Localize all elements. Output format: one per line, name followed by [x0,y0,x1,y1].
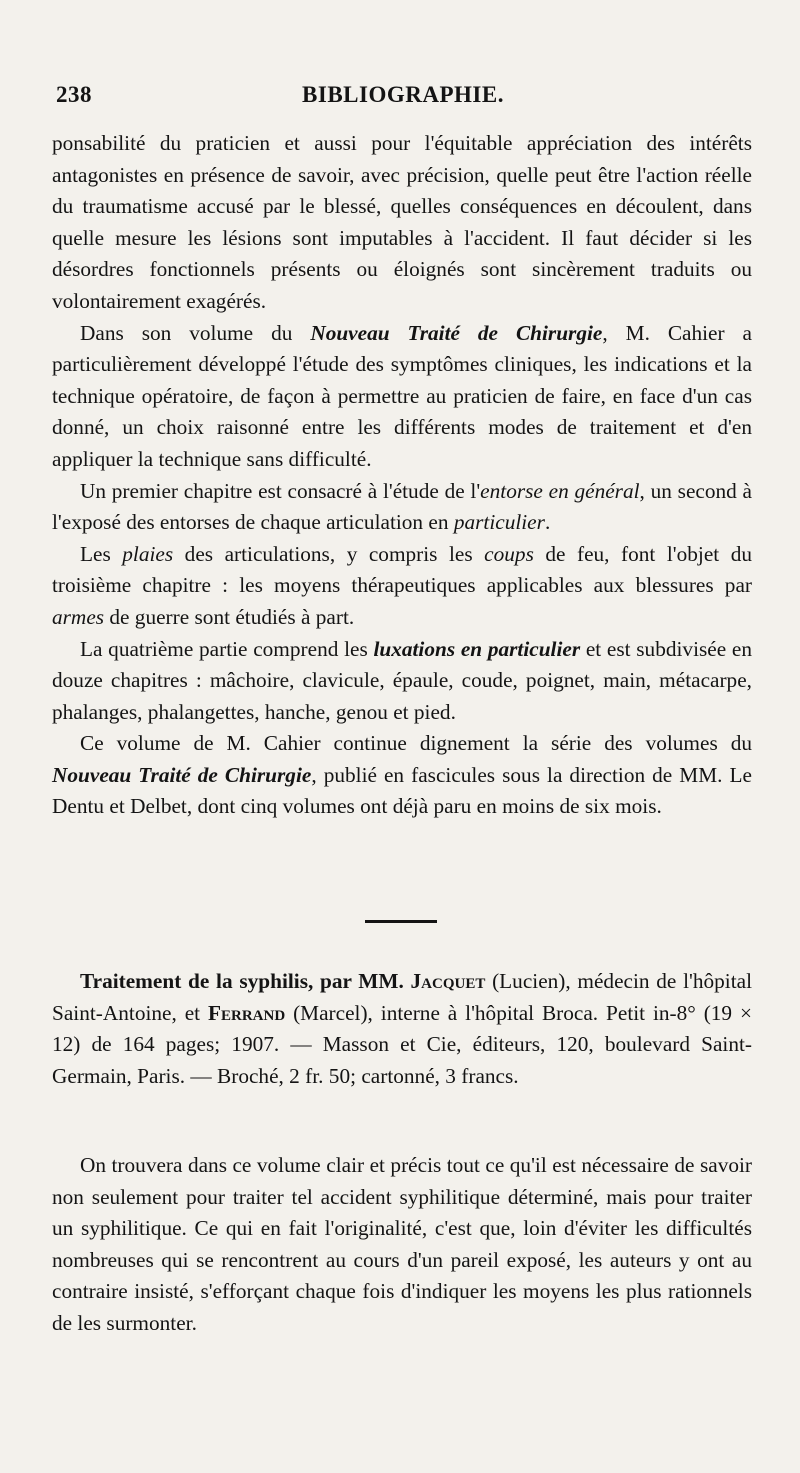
author-name: Ferrand [207,1000,286,1025]
entry-title: Traitement de la syphilis [80,969,308,993]
paragraph-review: On trouvera dans ce volume clair et précis tout ce qu'il est nécessaire de savoir non seulement pour traiter tel accident syphilitique déterminé, mais pour traiter un syphilitique. Ce qui en fait l'originalité, c'est que, loin d'éviter les difficultés nombreuses qui se rencontrent au cours d'un pareil exposé, les auteurs y ont au contraire insisté, s'efforçant chaque fois d'indiquer les moyens les plus rationnels de les surmonter. [52,1153,752,1335]
author-name: Jacquet [410,969,486,993]
paragraph-conclusion: Ce volume de M. Cahier continue dignement la série des volumes du Nouveau Traité de Chirurgie, publié en fascicules sous la direction de MM. Le Dentu et Delbet, dont cinq volumes ont déjà paru en moins de six mois. [52,731,752,819]
italic-term: plaies [122,541,174,566]
book-title: Nouveau Traité de Chirurgie [310,320,603,345]
italic-term: luxations en particulier [373,636,581,661]
paragraph-part-four: La quatrième partie comprend les luxations en particulier et est subdivisée en douze chapitres : mâchoire, clavicule, épaule, coude, poignet, main, métacarpe, phalanges, phalangettes, hanche, genou et pied. [52,636,752,724]
running-title: BIBLIOGRAPHIE. [302,82,504,107]
review-syphilis [52,966,752,1092]
italic-term: entorse en général [480,478,640,503]
bibliographic-entry: Traitement de la syphilis, par MM. Jacquet (Lucien), médecin de l'hôpital Saint-Antoine, et Ferrand (Marcel), interne à l'hôpital Broca. Petit in-8° (19 × 12) de 164 pages; 1907. — Masson et Cie, éditeurs, 120, boulevard Saint-Germain, Paris. — Broché, 2 fr. 50; cartonné, 3 francs. [52,969,752,1088]
paragraph-chapter-one: Un premier chapitre est consacré à l'étude de l'entorse en général, un second à l'exposé des entorses de chaque articulation en particulier. [52,478,752,535]
italic-term: particulier [453,510,545,535]
italic-term: armes [52,604,105,629]
page-number: 238 [56,82,92,107]
paragraph-chapter-three: Les plaies des articulations, y compris les coups de feu, font l'objet du troisième chapitre : les moyens thérapeutiques applicables aux blessures par armes de guerre sont étudiés à part. [52,541,753,629]
section-divider [365,920,437,923]
book-title: Nouveau Traité de Chirurgie [52,762,312,787]
review-cahier [52,128,752,823]
paragraph-volume-intro: Dans son volume du Nouveau Traité de Chirurgie, M. Cahier a particulièrement développé l'étude des symptômes cliniques, les indications et la technique opératoire, de façon à permettre au praticien de faire, en face d'un cas donné, un choix raisonné entre les différents modes de traitement et d'en appliquer la technique sans difficulté. [52,320,752,471]
review-syphilis-body [52,1150,752,1340]
paragraph-continuation: ponsabilité du praticien et aussi pour l'équitable appréciation des intérêts antagonistes en présence de savoir, avec précision, quelle peut être l'action réelle du traumatisme accusé par le blessé, quelles conséquences en découlent, dans quelle mesure les lésions sont imputables à l'accident. Il faut décider si les désordres fonctionnels présents ou éloignés sont sincèrement traduits ou volontairement exagérés. [52,131,752,313]
running-header [56,82,750,118]
italic-term: coups [484,541,534,566]
